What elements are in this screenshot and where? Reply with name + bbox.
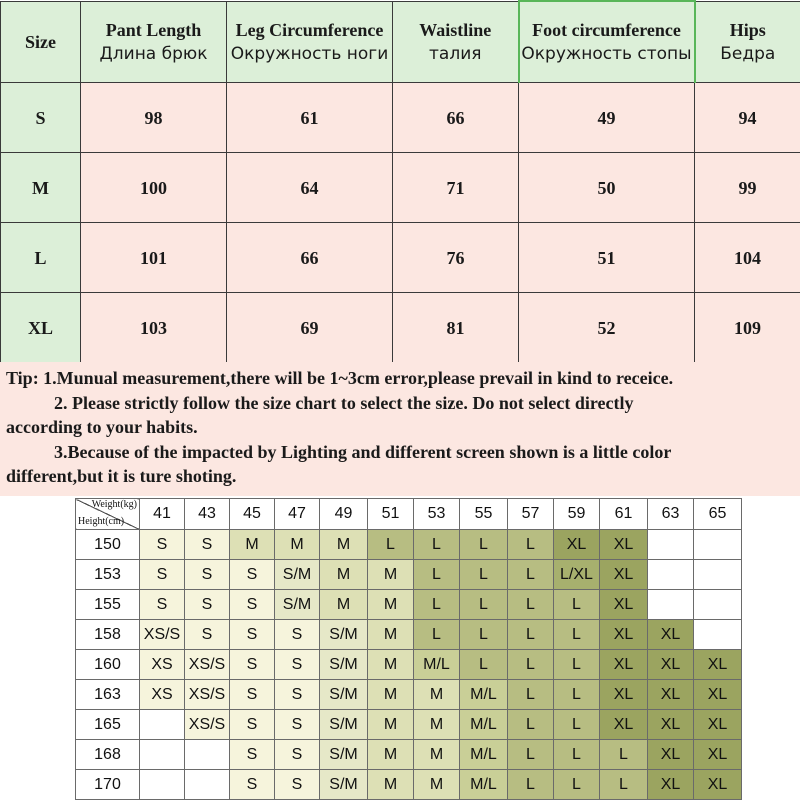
header-size: Size: [1, 1, 81, 83]
grid-size-cell: S: [275, 680, 320, 710]
weight-axis-label: Weight(kg): [91, 499, 137, 510]
grid-size-cell: S: [185, 560, 230, 590]
grid-size-cell: S/M: [320, 680, 368, 710]
height-header-cell: 150: [76, 530, 140, 560]
leg-cell: 66: [227, 223, 393, 293]
grid-row: [76, 710, 742, 740]
grid-size-cell: L: [554, 590, 600, 620]
header-leg-circumference: Leg Circumference Окружность ноги: [227, 1, 393, 83]
grid-size-cell: L: [414, 560, 460, 590]
grid-size-cell: L: [368, 530, 414, 560]
grid-row: [76, 650, 742, 680]
leg-cell: 61: [227, 83, 393, 153]
size-row-s: [1, 83, 800, 153]
grid-size-cell: S: [230, 680, 275, 710]
grid-row: [76, 770, 742, 800]
grid-size-cell: M: [368, 590, 414, 620]
weight-header-cell: 65: [694, 499, 742, 530]
grid-size-cell: L: [460, 530, 508, 560]
grid-size-cell: [185, 770, 230, 800]
tips-section: [0, 362, 800, 496]
tip-line-2-cont: according to your habits.: [6, 417, 198, 437]
weight-header-cell: 55: [460, 499, 508, 530]
grid-size-cell: L: [600, 770, 648, 800]
grid-size-cell: L: [554, 680, 600, 710]
size-cell: S: [1, 83, 81, 153]
height-header-cell: 168: [76, 740, 140, 770]
hips-cell: 104: [695, 223, 800, 293]
size-row-m: [1, 153, 800, 223]
tip-line-3: 3.Because of the impacted by Lighting and different screen shown is a little color: [54, 441, 672, 462]
header-pant-length: Pant Length Длина брюк: [81, 1, 227, 83]
weight-height-grid: [75, 498, 742, 800]
hips-cell: 99: [695, 153, 800, 223]
grid-size-cell: S/M: [320, 740, 368, 770]
grid-size-cell: M: [414, 710, 460, 740]
weight-header-cell: 59: [554, 499, 600, 530]
grid-size-cell: XS/S: [185, 710, 230, 740]
grid-size-cell: XL: [648, 620, 694, 650]
grid-size-cell: L: [508, 620, 554, 650]
grid-size-cell: [648, 530, 694, 560]
height-axis-label: Height(cm): [78, 516, 125, 527]
grid-size-cell: M: [275, 530, 320, 560]
foot-cell: 52: [519, 293, 695, 363]
grid-size-cell: L: [508, 530, 554, 560]
height-header-cell: 160: [76, 650, 140, 680]
grid-size-cell: S: [230, 650, 275, 680]
weight-header-cell: 57: [508, 499, 554, 530]
grid-size-cell: [140, 710, 185, 740]
grid-row: [76, 530, 742, 560]
weight-header-cell: 51: [368, 499, 414, 530]
grid-size-cell: XL: [648, 650, 694, 680]
grid-size-cell: S: [275, 650, 320, 680]
foot-cell: 51: [519, 223, 695, 293]
grid-row: [76, 680, 742, 710]
grid-size-cell: [694, 560, 742, 590]
grid-size-cell: L: [508, 560, 554, 590]
grid-size-cell: S: [230, 740, 275, 770]
grid-size-cell: S/M: [320, 770, 368, 800]
grid-size-cell: XS/S: [185, 680, 230, 710]
grid-size-cell: XL: [648, 680, 694, 710]
grid-size-cell: XL: [694, 740, 742, 770]
foot-cell: 50: [519, 153, 695, 223]
size-row-l: [1, 223, 800, 293]
grid-header-row: [76, 499, 742, 530]
grid-size-cell: M: [414, 770, 460, 800]
height-header-cell: 153: [76, 560, 140, 590]
grid-size-cell: S: [140, 530, 185, 560]
grid-size-cell: L: [554, 710, 600, 740]
grid-size-cell: M: [230, 530, 275, 560]
waist-cell: 81: [393, 293, 519, 363]
grid-size-cell: M: [368, 710, 414, 740]
grid-size-cell: M: [414, 740, 460, 770]
grid-size-cell: [140, 740, 185, 770]
grid-size-cell: L: [554, 770, 600, 800]
grid-size-cell: L: [460, 620, 508, 650]
grid-size-cell: [694, 530, 742, 560]
grid-size-cell: M: [368, 620, 414, 650]
grid-size-cell: L: [554, 740, 600, 770]
leg-cell: 69: [227, 293, 393, 363]
weight-header-cell: 53: [414, 499, 460, 530]
waist-cell: 71: [393, 153, 519, 223]
waist-cell: 76: [393, 223, 519, 293]
grid-size-cell: [694, 590, 742, 620]
grid-size-cell: L/XL: [554, 560, 600, 590]
weight-header-cell: 41: [140, 499, 185, 530]
foot-cell: 49: [519, 83, 695, 153]
grid-size-cell: L: [508, 710, 554, 740]
grid-row: [76, 590, 742, 620]
height-header-cell: 158: [76, 620, 140, 650]
size-cell: M: [1, 153, 81, 223]
grid-size-cell: M: [320, 530, 368, 560]
grid-size-cell: XL: [648, 740, 694, 770]
grid-size-cell: XL: [600, 680, 648, 710]
tip-line-3-cont: different,but it is ture shoting.: [6, 466, 237, 486]
pant-length-cell: 103: [81, 293, 227, 363]
grid-size-cell: XL: [600, 560, 648, 590]
hips-cell: 94: [695, 83, 800, 153]
grid-size-cell: M/L: [460, 710, 508, 740]
header-hips: Hips Бедра: [695, 1, 800, 83]
grid-size-cell: XL: [648, 770, 694, 800]
grid-size-cell: XL: [648, 710, 694, 740]
grid-row: [76, 740, 742, 770]
grid-size-cell: M: [320, 590, 368, 620]
waist-cell: 66: [393, 83, 519, 153]
grid-size-cell: L: [460, 590, 508, 620]
grid-size-cell: L: [414, 590, 460, 620]
size-cell: L: [1, 223, 81, 293]
grid-size-cell: L: [508, 680, 554, 710]
grid-size-cell: L: [414, 530, 460, 560]
grid-size-cell: XL: [600, 620, 648, 650]
grid-size-cell: XS: [140, 650, 185, 680]
weight-header-cell: 43: [185, 499, 230, 530]
grid-size-cell: S: [140, 590, 185, 620]
grid-size-cell: L: [460, 650, 508, 680]
size-row-xl: [1, 293, 800, 363]
grid-size-cell: L: [600, 740, 648, 770]
size-chart-header-row: [1, 1, 800, 83]
grid-size-cell: L: [508, 650, 554, 680]
grid-size-cell: L: [554, 650, 600, 680]
grid-size-cell: [648, 560, 694, 590]
size-chart-table: [0, 0, 800, 363]
grid-row: [76, 560, 742, 590]
grid-size-cell: XL: [694, 770, 742, 800]
grid-size-cell: S/M: [275, 560, 320, 590]
grid-size-cell: S: [275, 770, 320, 800]
weight-header-cell: 45: [230, 499, 275, 530]
grid-row: [76, 620, 742, 650]
height-header-cell: 155: [76, 590, 140, 620]
grid-size-cell: S: [230, 710, 275, 740]
weight-header-cell: 61: [600, 499, 648, 530]
grid-size-cell: [694, 620, 742, 650]
grid-size-cell: S: [230, 590, 275, 620]
grid-size-cell: XL: [554, 530, 600, 560]
pant-length-cell: 100: [81, 153, 227, 223]
height-header-cell: 165: [76, 710, 140, 740]
hips-cell: 109: [695, 293, 800, 363]
grid-size-cell: S: [140, 560, 185, 590]
grid-size-cell: S/M: [320, 650, 368, 680]
grid-size-cell: XL: [694, 680, 742, 710]
grid-size-cell: S: [185, 590, 230, 620]
grid-size-cell: L: [554, 620, 600, 650]
height-header-cell: 163: [76, 680, 140, 710]
grid-size-cell: XL: [600, 650, 648, 680]
grid-size-cell: S: [230, 620, 275, 650]
tip-line-1: Tip: 1.Munual measurement,there will be 1~3cm error,please prevail in kind to receice.: [6, 368, 674, 388]
grid-size-cell: M/L: [460, 680, 508, 710]
grid-size-cell: M: [368, 560, 414, 590]
grid-corner-cell: [76, 499, 140, 530]
grid-size-cell: S/M: [320, 710, 368, 740]
grid-size-cell: M/L: [460, 740, 508, 770]
grid-size-cell: XS/S: [185, 650, 230, 680]
grid-size-cell: S: [185, 530, 230, 560]
header-waistline: Waistline талия: [393, 1, 519, 83]
grid-size-cell: XL: [600, 590, 648, 620]
weight-header-cell: 49: [320, 499, 368, 530]
grid-size-cell: M: [320, 560, 368, 590]
grid-size-cell: M: [414, 680, 460, 710]
grid-size-cell: M: [368, 650, 414, 680]
pant-length-cell: 98: [81, 83, 227, 153]
grid-size-cell: M: [368, 680, 414, 710]
grid-size-cell: L: [508, 590, 554, 620]
tip-line-2: 2. Please strictly follow the size chart to select the size. Do not select directly: [54, 392, 634, 413]
weight-header-cell: 63: [648, 499, 694, 530]
grid-size-cell: XL: [694, 710, 742, 740]
grid-size-cell: XL: [600, 530, 648, 560]
grid-size-cell: XS/S: [140, 620, 185, 650]
grid-size-cell: XL: [694, 650, 742, 680]
weight-header-cell: 47: [275, 499, 320, 530]
grid-size-cell: XS: [140, 680, 185, 710]
grid-size-cell: M/L: [460, 770, 508, 800]
grid-size-cell: S: [230, 560, 275, 590]
pant-length-cell: 101: [81, 223, 227, 293]
size-cell: XL: [1, 293, 81, 363]
grid-size-cell: S: [230, 770, 275, 800]
grid-size-cell: L: [414, 620, 460, 650]
grid-size-cell: S: [185, 620, 230, 650]
grid-size-cell: S: [275, 710, 320, 740]
height-header-cell: 170: [76, 770, 140, 800]
grid-size-cell: [185, 740, 230, 770]
header-foot-circumference: Foot circumference Окружность стопы: [519, 1, 695, 83]
grid-size-cell: M: [368, 740, 414, 770]
grid-size-cell: [648, 590, 694, 620]
grid-size-cell: S: [275, 620, 320, 650]
grid-size-cell: S: [275, 740, 320, 770]
grid-size-cell: M: [368, 770, 414, 800]
grid-size-cell: S/M: [275, 590, 320, 620]
grid-size-cell: XL: [600, 710, 648, 740]
grid-size-cell: M/L: [414, 650, 460, 680]
grid-size-cell: L: [508, 740, 554, 770]
grid-size-cell: L: [460, 560, 508, 590]
grid-size-cell: S/M: [320, 620, 368, 650]
leg-cell: 64: [227, 153, 393, 223]
grid-size-cell: L: [508, 770, 554, 800]
grid-size-cell: [140, 770, 185, 800]
